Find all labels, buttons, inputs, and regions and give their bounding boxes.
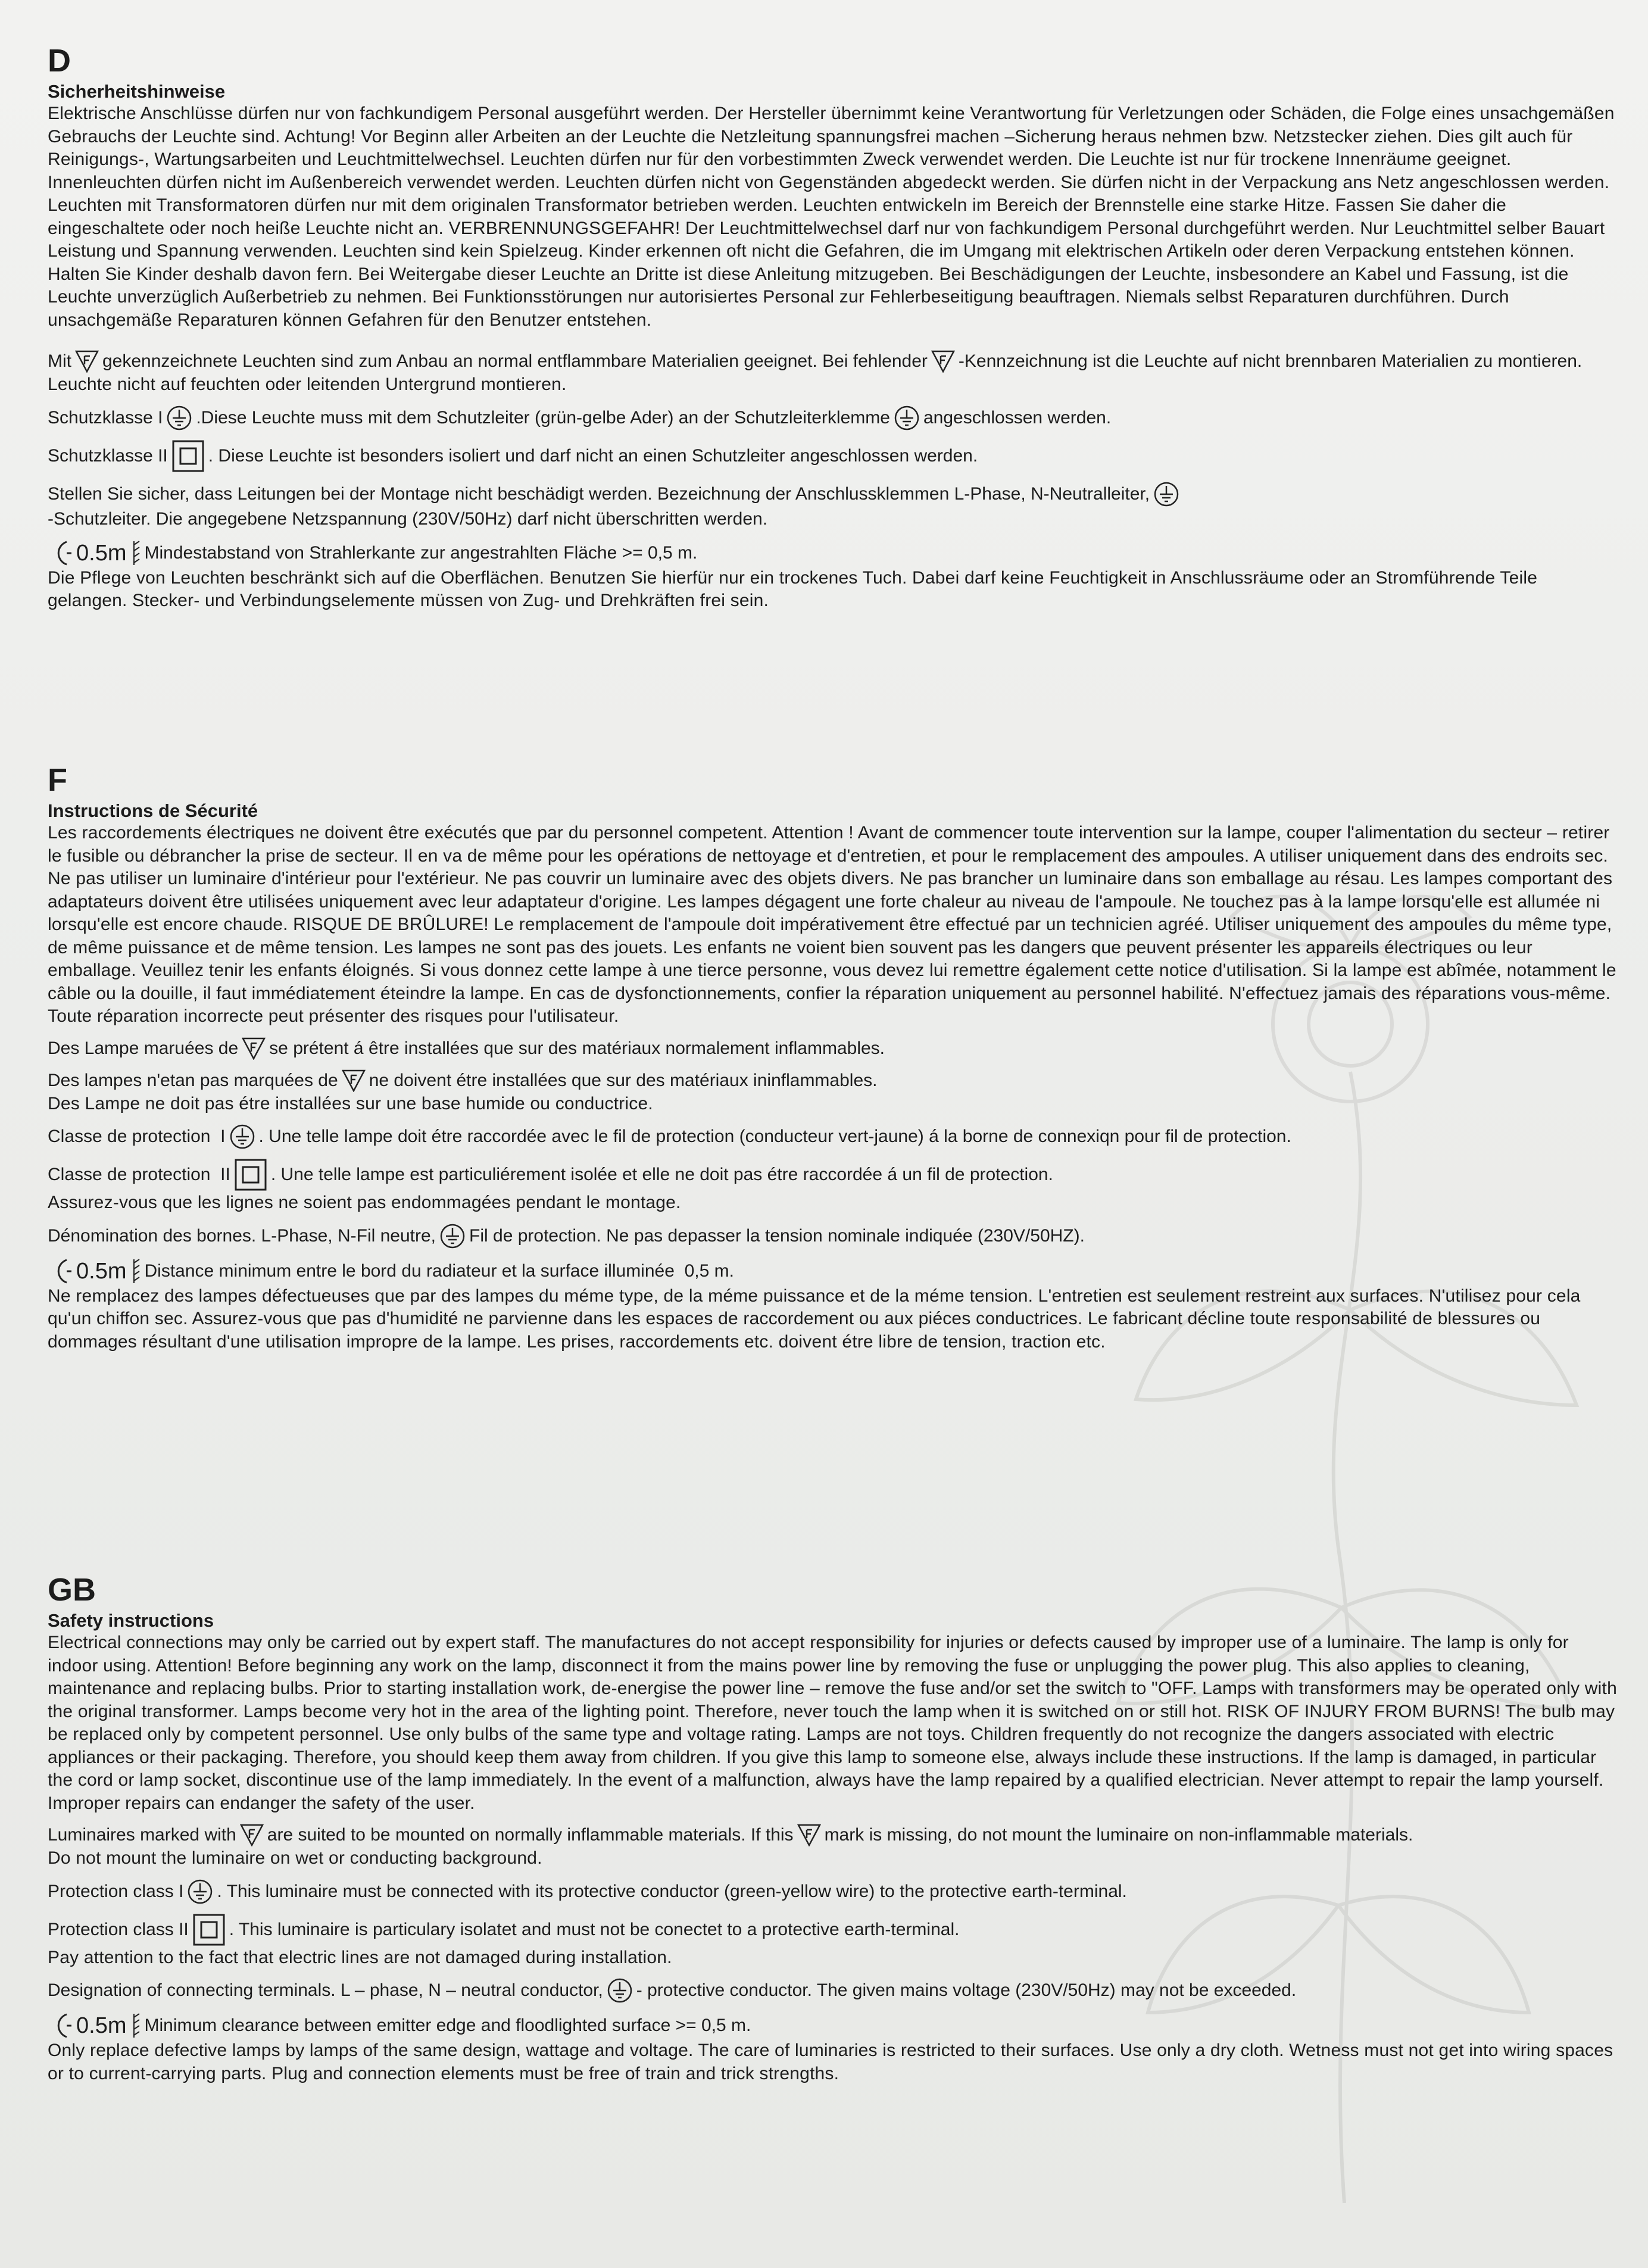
mark-intro: Luminaires marked with [48, 1825, 236, 1845]
class-1-text: .Diese Leuchte muss mit dem Schutzleiter (grün-gelbe Ader) an der Schutzleiterklemme [196, 407, 890, 428]
protection-class-1-row [48, 405, 1619, 431]
mark-text-2: mark is missing, do not mount the luminaire on non-inflammable materials. [824, 1825, 1413, 1845]
surface-warning: Leuchte nicht auf feuchten oder leitenden Untergrund montieren. [48, 375, 567, 394]
protection-class-2-row [48, 1158, 1619, 1191]
mark-intro-2: Des lampes n'etan pas marquées de [48, 1070, 338, 1090]
protective-earth-icon [229, 1124, 255, 1150]
mark-intro: Mit [48, 351, 71, 371]
protection-class-2-row [48, 1913, 1619, 1946]
terminals-text: Designation of connecting terminals. L – phase, N – neutral conductor, [48, 1980, 603, 2000]
mark-intro: Des Lampe maruées de [48, 1038, 239, 1058]
protective-earth-icon [894, 405, 920, 431]
spotlight-distance-icon [51, 2012, 71, 2039]
hatched-wall-icon [132, 1258, 141, 1284]
class-2-text: . This luminaire is particulary isolatet and must not be conectet to a protective earth-terminal. [229, 1919, 960, 1939]
care-text: Die Pflege von Leuchten beschränkt sich auf die Oberflächen. Benutzen Sie hierfür nur ein trockenes Tuch. Dabei darf keine Feuchtigkeit in Anschlussräume oder an Stromführende Teile gelangen. Stecker- und Verbindungselemente müssen von Zug- und Drehkräften frei sein. [48, 567, 1538, 610]
cables-warning: Pay attention to the fact that electric lines are not damaged during installation. [48, 1947, 672, 1967]
section-german [48, 43, 1619, 613]
f-mark-icon [242, 1037, 266, 1060]
class-2-text: . Diese Leuchte ist besonders isoliert und darf nicht an einen Schutzleiter angeschlossen werden. [208, 445, 978, 466]
terminals-text-2: -Schutzleiter. Die angegebene Netzspannung (230V/50Hz) darf nicht überschritten werden. [48, 508, 768, 529]
class-2-text: . Une telle lampe est particuliérement isolée et elle ne doit pas étre raccordée á un fil de protection. [270, 1165, 1053, 1184]
flammable-mark-row [48, 1823, 1619, 1847]
distance-row [48, 2012, 1619, 2039]
double-insulation-icon [171, 439, 205, 473]
care-text: Only replace defective lamps by lamps of the same design, wattage and voltage. The care of luminaries is restricted to their surfaces. Use only a dry cloth. Wetness must not get into wiring spaces or to current-carrying parts. Plug and connection elements must be free of train and trick strengths. [48, 2041, 1613, 2083]
general-safety-text: Elektrische Anschlüsse dürfen nur von fachkundigem Personal ausgeführt werden. Der Hersteller übernimmt keine Verantwortung für Verletzungen oder Schäden, die Folge eines unsachgemäßen Gebrauchs der Leuchte sind. Achtung! Vor Beginn aller Arbeiten an der Leuchte die Netzleitung spannungsfrei machen –Sicherung heraus nehmen bzw. Netzstecker ziehen. Dies gilt auch für Reinigungs-, Wartungsarbeiten und Leuchtmittelwechsel. Leuchten dürfen nur für den vorbestimmten Zweck verwendet werden. Die Leuchte ist nur für trockene Innenräume geeignet. Innenleuchten dürfen nicht im Außenbereich verwendet werden. Leuchten dürfen nicht von Gegenständen abgedeckt werden. Sie dürfen nicht in der Verpackung ans Netz angeschlossen werden. Leuchten mit Transformatoren dürfen nur mit dem originalen Transformator betrieben werden. Leuchten entwickeln im Bereich der Brennstelle eine starke Hitze. Fassen Sie daher die eingeschaltete oder noch heiße Leuchte nicht an. VERBRENNUNGSGEFAHR! Der Leuchtmittelwechsel darf nur von fachkundigem Personal durchgeführt werden. Nur Leuchtmittel selber Bauart Leistung und Spannung verwenden. Leuchten sind kein Spielzeug. Kinder erkennen oft nicht die Gefahren, die im Umgang mit elektrischen Artikeln oder deren Verpackung entstehen können. Halten Sie Kinder deshalb davon fern. Bei Weitergabe dieser Leuchte an Dritte ist diese Anleitung mitzugeben. Bei Beschädigungen der Leuchte, insbesondere an Kabel und Fassung, ist die Leuchte unverzüglich Außerbetrieb zu nehmen. Bei Funktionsstörungen nur autorisiertes Personal zur Fehlerbeseitigung beauftragen. Niemals selbst Reparaturen durchführen. Durch unsachgemäße Reparaturen können Gefahren für den Benutzer entstehen. [48, 104, 1615, 330]
class-1-text: . This luminaire must be connected with its protective conductor (green-yellow wire) to the protective earth-terminal. [217, 1881, 1127, 1901]
section-letter: D [48, 43, 71, 79]
class-2-label: Schutzklasse II [48, 445, 168, 466]
terminals-row [48, 1223, 1619, 1249]
distance-text: Distance minimum entre le bord du radiateur et la surface illuminée 0,5 m. [144, 1261, 734, 1281]
hatched-wall-icon [132, 2013, 141, 2039]
terminals-text: Dénomination des bornes. L-Phase, N-Fil neutre, [48, 1225, 436, 1246]
flammable-mark-row [48, 1037, 1619, 1060]
protection-class-1-row [48, 1879, 1619, 1905]
distance-text: Mindestabstand von Strahlerkante zur angestrahlten Fläche >= 0,5 m. [144, 542, 698, 563]
mark-text-2: -Kennzeichnung ist die Leuchte auf nicht brennbaren Materialien zu montieren. [958, 351, 1583, 371]
terminals-text-2: Fil de protection. Ne pas depasser la tension nominale indiquée (230V/50HZ). [469, 1225, 1085, 1246]
distance-label: 0.5m [76, 2013, 127, 2038]
surface-warning: Des Lampe ne doit pas étre installées sur une base humide ou conductrice. [48, 1093, 653, 1113]
class-1-label: Classe de protection I [48, 1127, 226, 1146]
class-1-label: Protection class I [48, 1881, 184, 1901]
protective-earth-icon [607, 1977, 633, 2004]
section-title: Sicherheitshinweise [48, 81, 226, 102]
protective-earth-icon [187, 1879, 213, 1905]
section-letter: GB [48, 1572, 96, 1608]
class-2-label: Protection class II [48, 1919, 189, 1939]
section-letter: F [48, 762, 67, 798]
terminals-text-2: - protective conductor. The given mains voltage (230V/50Hz) may not be exceeded. [636, 1980, 1297, 2000]
distance-text: Minimum clearance between emitter edge and floodlighted surface >= 0,5 m. [144, 2016, 751, 2035]
terminals-row [48, 481, 1619, 531]
distance-label: 0.5m [76, 1258, 127, 1284]
f-mark-icon [342, 1069, 366, 1092]
section-english [48, 1572, 1619, 2085]
protection-class-2-row [48, 439, 1619, 473]
class-1-text: . Une telle lampe doit étre raccordée avec le fil de protection (conducteur vert-jaune) á la borne de connexiqn pour fil de protection. [258, 1127, 1291, 1146]
section-french [48, 762, 1619, 1353]
spotlight-distance-icon [51, 539, 71, 567]
general-safety-text: Electrical connections may only be carried out by expert staff. The manufactures do not accept responsibility for injuries or defects caused by improper use of a luminaire. The lamp is only for indoor using. Attention! Before beginning any work on the lamp, disconnect it from the mains power line by removing the fuse or unplugging the power plug. This also applies to cleaning, maintenance and replacing bulbs. Prior to starting installation work, de-energise the power line – remove the fuse and/or set the switch to "OFF. Lamps with transformers may be operated only with the original transformer. Lamps become very hot in the area of the lighting point. Therefore, never touch the lamp when it is switched on or still hot. RISK OF INJURY FROM BURNS! The bulb may be replaced only by competent personnel. Use only bulbs of the same type and voltage rating. Lamps are not toys. Children frequently do not recognize the dangers associated with electric appliances or their packaging. Therefore, you should keep them away from children. If you give this lamp to someone else, always include these instructions. If the lamp is damaged, in particular the cord or lamp socket, discontinue use of the lamp immediately. In the event of a malfunction, always have the lamp repaired by a qualified electrician. Never attempt to repair the lamp yourself. Improper repairs can endanger the safety of the user. [48, 1633, 1617, 1813]
f-mark-icon [931, 350, 955, 373]
distance-label: 0.5m [76, 540, 127, 566]
non-flammable-mark-row [48, 1069, 1619, 1093]
section-title: Safety instructions [48, 1610, 214, 1631]
distance-row [48, 1258, 1619, 1285]
class-1-label: Schutzklasse I [48, 407, 163, 428]
general-safety-text: Les raccordements électriques ne doivent être exécutés que par du personnel competent. Attention ! Avant de commencer toute intervention sur la lampe, couper l'alimentation du secteur – retirer le fusible ou débrancher la prise de secteur. Il en va de même pour les opérations de nettoyage et d'entretien, et pour le remplacement des ampoules. A utiliser uniquement dans des endroits sec. Ne pas utiliser un luminaire d'intérieur pour l'extérieur. Ne pas couvrir un luminaire avec des objets divers. Ne pas brancher un luminaire dans son emballage au résau. Les lampes comportant des adaptateurs doivent être utilisées uniquement avec leur adaptateur d'origine. Les lampes dégagent une forte chaleur au niveau de l'ampoule. Ne touchez pas à la lampe lorsqu'elle est allumée ni lorsqu'elle est encore chaude. RISQUE DE BRÛLURE! Le remplacement de l'ampoule doit impérativement être effectué par un technicien agréé. Utiliser uniquement des ampoules du même type, de même puissance et de même tension. Les lampes ne sont pas des jouets. Les enfants ne voient bien souvent pas les dangers que peuvent présenter les appareils électriques ou leur emballage. Veuillez tenir les enfants éloignés. Si vous donnez cette lampe à une tierce personne, vous devez lui remettre également cette notice d'utilisation. Si la lampe est abîmée, notamment le câble ou la douille, il faut immédiatement éteindre la lampe. En cas de dysfonctionnements, confier la réparation uniquement au personnel habilité. N'effectuez jamais des réparations vous-même. Toute réparation incorrecte peut présenter des risques pour l'utilisateur. [48, 823, 1616, 1026]
mark-text: are suited to be mounted on normally inflammable materials. If this [267, 1825, 794, 1845]
mark-text: gekennzeichnete Leuchten sind zum Anbau an normal entflammbare Materialien geeignet. Bei fehlender [102, 351, 928, 371]
double-insulation-icon [192, 1913, 226, 1946]
care-text: Ne remplacez des lampes défectueuses que par des lampes du méme type, de la méme puissance et de la méme tension. L'entretien est seulement restreint aux surfaces. N'utilisez pour cela qu'un chiffon sec. Assurez-vous que pas d'humidité ne parvienne dans les espaces de raccordement ou aux piéces conductrices. Le fabricant décline toute responsabilité de blessures ou dommages résultant d'une utilisation impropre de la lampe. Les prises, raccordements etc. doivent étre libre de tension, traction etc. [48, 1286, 1581, 1352]
hatched-wall-icon [132, 540, 141, 566]
protection-class-1-row [48, 1124, 1619, 1150]
class-2-label: Classe de protection II [48, 1165, 230, 1184]
flammable-mark-row [48, 350, 1619, 373]
double-insulation-icon [234, 1158, 267, 1191]
f-mark-icon [75, 350, 99, 373]
f-mark-icon [797, 1824, 821, 1846]
section-title: Instructions de Sécurité [48, 800, 258, 821]
distance-row [48, 539, 1619, 567]
protective-earth-icon [1153, 481, 1179, 507]
spotlight-distance-icon [51, 1258, 71, 1285]
protective-earth-icon [439, 1223, 466, 1249]
terminals-text: Stellen Sie sicher, dass Leitungen bei der Montage nicht beschädigt werden. Bezeichnung der Anschlussklemmen L-Phase, N-Neutralleiter, [48, 483, 1150, 504]
protective-earth-icon [166, 405, 192, 431]
f-mark-icon [240, 1824, 264, 1846]
mark-text: se prétent á être installées que sur des matériaux normalement inflammables. [269, 1038, 885, 1058]
cables-warning: Assurez-vous que les lignes ne soient pas endommagées pendant le montage. [48, 1193, 681, 1212]
class-1-post: angeschlossen werden. [923, 407, 1112, 428]
surface-warning: Do not mount the luminaire on wet or conducting background. [48, 1848, 542, 1868]
mark-text-2: ne doivent étre installées que sur des matériaux ininflammables. [369, 1070, 878, 1090]
terminals-row [48, 1977, 1619, 2004]
